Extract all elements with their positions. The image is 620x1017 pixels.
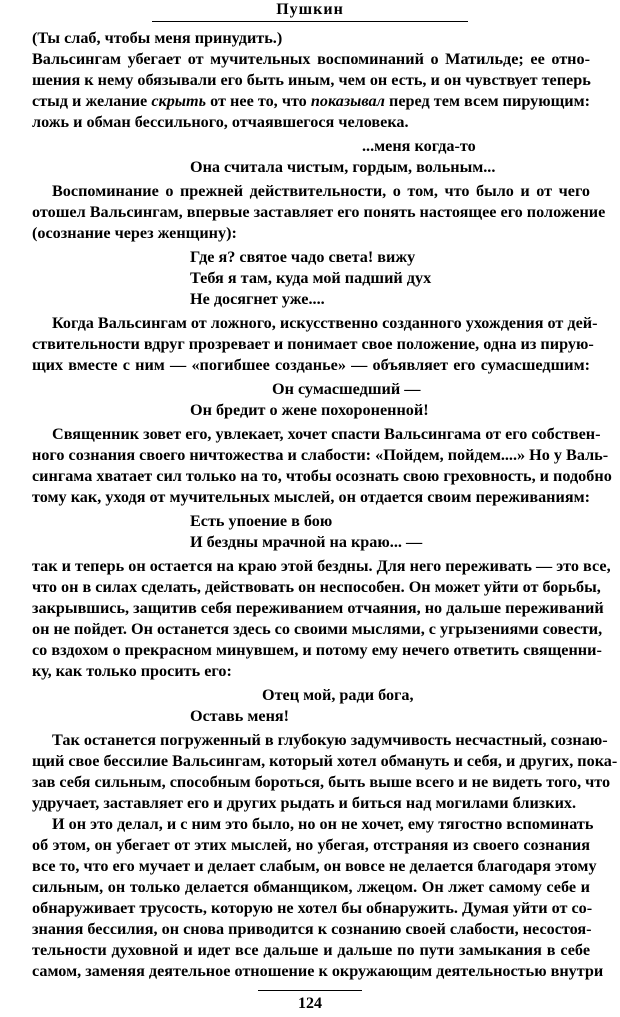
text-line: зав себя сильным, способным бороться, быть выше всего и не видеть того, что bbox=[32, 773, 611, 791]
text-line: тому как, уходя от мучительных мыслей, он отдается своим переживаниям: bbox=[32, 488, 590, 506]
text-line: ку, как только просить его: bbox=[32, 662, 232, 680]
text-line: самом, заменяя деятельное отношение к окружающим деятельностью внутри bbox=[32, 962, 604, 980]
emphasis: показывал bbox=[310, 92, 385, 110]
verse-line: Есть упоение в бою bbox=[190, 511, 333, 530]
verse-line: Отец мой, ради бога, bbox=[262, 685, 414, 704]
header-rule bbox=[152, 21, 468, 22]
text-line: (Ты слаб, чтобы меня принудить.) bbox=[32, 29, 283, 47]
emphasis: скрыть bbox=[151, 92, 207, 110]
verse-line: И бездны мрачной на краю... — bbox=[190, 532, 423, 551]
verse-line: Тебя я там, куда мой падший дух bbox=[190, 268, 432, 287]
text-line: тельности духовной и идет все дальше и дальше по пути замыкания в себе bbox=[32, 941, 590, 959]
text-line: Так останется погруженный в глубокую задумчивость несчастный, сознаю- bbox=[52, 731, 608, 749]
running-header: Пушкин bbox=[276, 1, 344, 18]
verse-line: Оставь меня! bbox=[190, 706, 290, 725]
footer-rule bbox=[258, 990, 362, 991]
text-line: шения к нему обязывали его быть иным, чем он есть, и он чувствует теперь bbox=[32, 71, 591, 89]
text-line: ного сознания своего ничтожества и слабости: «Пойдем, пойдем....» Но у Валь- bbox=[32, 446, 609, 464]
verse-line: Он сумасшедший — bbox=[272, 379, 421, 398]
text-line: что он в силах сделать, действовать он неспособен. Он может уйти от борьбы, bbox=[32, 578, 601, 596]
text-line: стыд и желание скрыть от нее то, что показывал перед тем всем пирующим: bbox=[32, 92, 591, 110]
verse-line: Она считала чистым, гордым, вольным... bbox=[190, 157, 496, 176]
text-line: удручает, заставляет его и других рыдать и биться над могилами близких. bbox=[32, 794, 577, 812]
text-line: Воспоминание о прежней действительности, о том, что было и от чего bbox=[52, 182, 590, 200]
text-line: Когда Вальсингам от ложного, искусственно созданного ухождения от дей- bbox=[52, 314, 598, 332]
text-line: об этом, он убегает от этих мыслей, но убегая, отстраняя из своего сознания bbox=[32, 836, 590, 854]
text-line: щий свое бессилие Вальсингам, который хотел обмануть и себя, и других, пока- bbox=[32, 752, 618, 770]
text-line: сингама хватает сил только на то, чтобы осознать свою греховность, и подобно bbox=[32, 467, 612, 485]
text-line: все то, что его мучает и делает слабым, он вовсе не делается благодаря этому bbox=[32, 857, 597, 875]
text-line: знания бессилия, он снова приводится к сознанию своей слабости, несостоя- bbox=[32, 920, 592, 938]
text-line: обнаруживает трусость, которую не хотел бы обнаружить. Думая уйти от со- bbox=[32, 899, 593, 917]
text-line: Священник зовет его, увлекает, хочет спасти Вальсингама от его собствен- bbox=[52, 425, 601, 443]
text-line: (осознание через женщину): bbox=[32, 224, 237, 242]
verse-line: Где я? святое чадо света! вижу bbox=[190, 247, 416, 266]
verse-line: Он бредит о жене похороненной! bbox=[190, 400, 429, 419]
verse-line: Не досягнет уже.... bbox=[190, 289, 325, 308]
page-number: 124 bbox=[298, 995, 322, 1012]
text-line: отошел Вальсингам, впервые заставляет его понять настоящее его положение bbox=[32, 203, 606, 221]
text-line: щих вместе с ним — «погибшее созданье» — объявляет его сумасшедшим: bbox=[32, 356, 590, 374]
verse-line: ...меня когда-то bbox=[362, 136, 476, 155]
text-line: закрывшись, защитив себя переживанием отчаяния, но дальше переживаний bbox=[32, 599, 604, 617]
text-line: ствительности вдруг прозревает и понимает свое положение, одна из пирую- bbox=[32, 335, 594, 353]
text-line: И он это делал, и с ним это было, но он не хочет, ему тягостно вспоминать bbox=[52, 815, 594, 833]
text-line: со вздохом о прекрасном минувшем, и потому ему нечего ответить священни- bbox=[32, 641, 602, 659]
text-line: сильным, он только делается обманщиком, лжецом. Он лжет самому себе и bbox=[32, 878, 590, 896]
text-line: так и теперь он остается на краю этой бездны. Для него переживать — это все, bbox=[32, 557, 611, 575]
text-line: Вальсингам убегает от мучительных воспоминаний о Матильде; ее отно- bbox=[32, 50, 590, 68]
text-line: он не пойдет. Он останется здесь со своими мыслями, с угрызениями совести, bbox=[32, 620, 603, 638]
text-line: ложь и обман бессильного, отчаявшегося человека. bbox=[32, 113, 409, 131]
